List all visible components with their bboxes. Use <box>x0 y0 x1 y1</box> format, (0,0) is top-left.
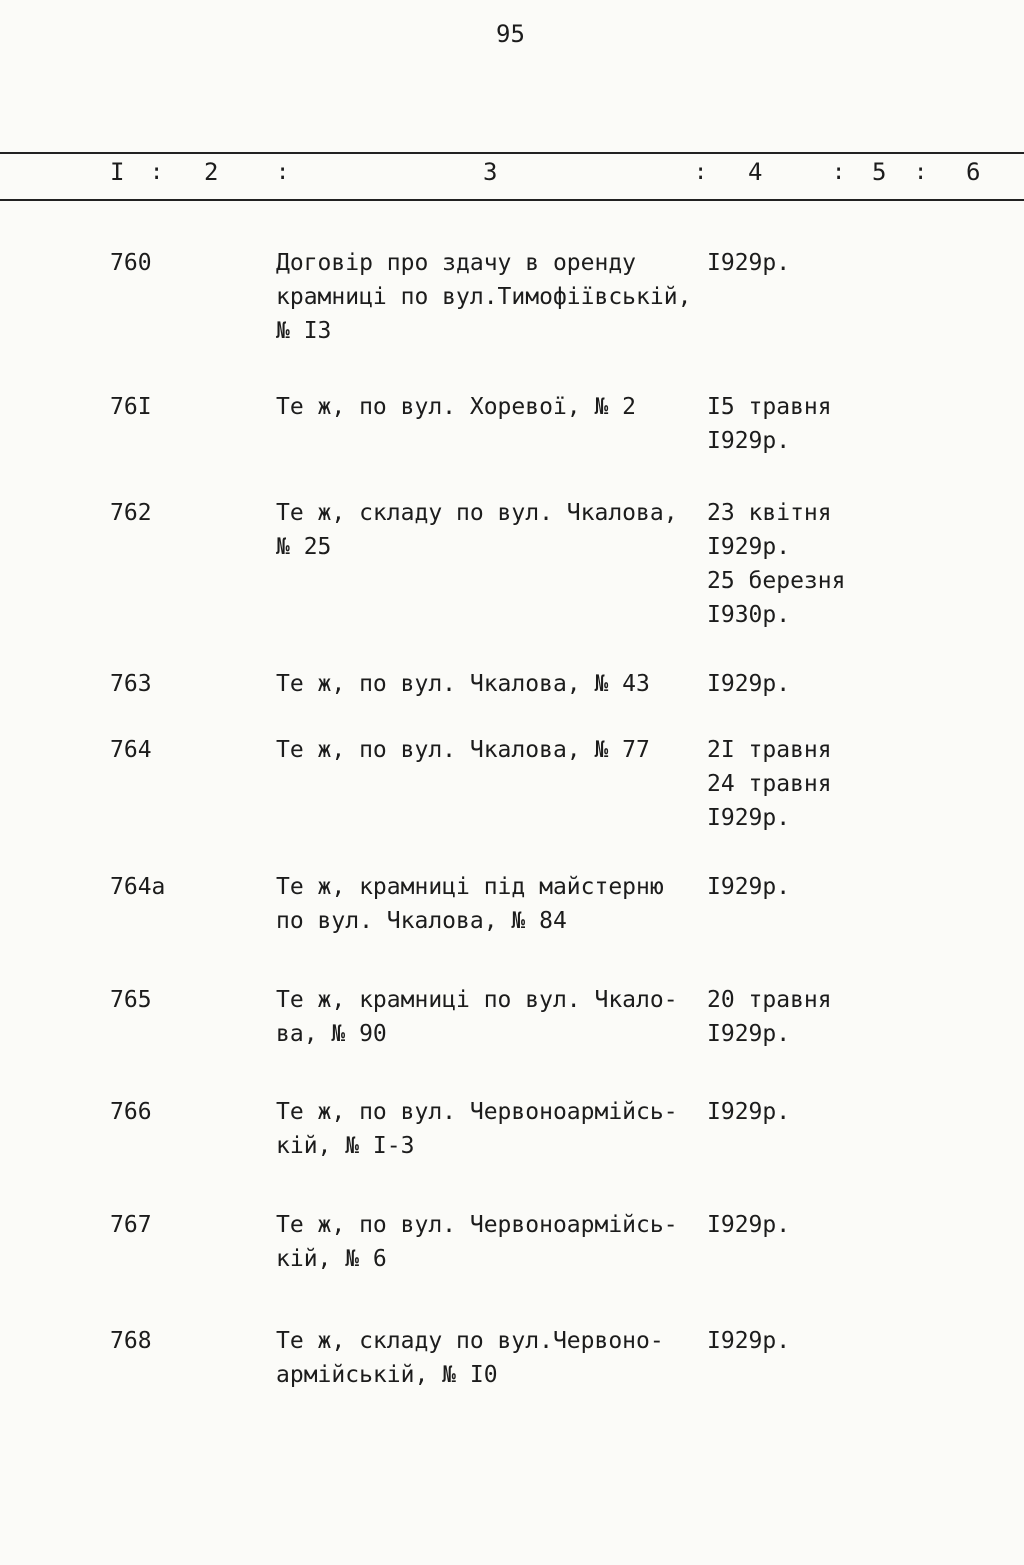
entry-description <box>276 983 678 1051</box>
column-separator: : <box>150 160 164 185</box>
column-header-4: 4 <box>748 158 763 186</box>
description-line: Те ж, крамниці по вул. Чкало- <box>276 987 678 1013</box>
description-line: кій, № I-3 <box>276 1133 415 1159</box>
description-line: кій, № 6 <box>276 1246 387 1272</box>
date-line: I929р. <box>707 671 791 697</box>
description-line: Те ж, складу по вул.Червоно- <box>276 1328 664 1354</box>
column-header-5: 5 <box>872 158 887 186</box>
description-line: крамниці по вул.Тимофіївській, <box>276 284 692 310</box>
entry-description <box>276 1095 678 1163</box>
entry-description <box>276 496 678 564</box>
entry-description <box>276 390 636 424</box>
date-line: I930р. <box>707 602 791 628</box>
entry-date <box>707 733 832 835</box>
date-line: I929р. <box>707 1021 791 1047</box>
column-separator: : <box>914 160 928 185</box>
column-header-6: 6 <box>966 158 981 186</box>
column-header-2: 2 <box>204 158 219 186</box>
description-line: Те ж, по вул. Червоноармійсь- <box>276 1212 678 1238</box>
description-line: Те ж, по вул. Чкалова, № 77 <box>276 737 650 763</box>
entry-number: 76I <box>110 394 152 420</box>
column-separator: : <box>276 160 290 185</box>
date-line: I929р. <box>707 1328 791 1354</box>
entry-number: 760 <box>110 250 152 276</box>
date-line: I5 травня <box>707 394 832 420</box>
entry-date <box>707 246 790 280</box>
date-line: I929р. <box>707 250 791 276</box>
description-line: Те ж, крамниці під майстерню <box>276 874 664 900</box>
date-line: 23 квітня <box>707 500 832 526</box>
entry-date <box>707 496 845 632</box>
description-line: Те ж, по вул. Червоноармійсь- <box>276 1099 678 1125</box>
column-separator: : <box>694 160 708 185</box>
date-line: I929р. <box>707 1099 791 1125</box>
description-line: по вул. Чкалова, № 84 <box>276 908 567 934</box>
date-line: I929р. <box>707 428 791 454</box>
header-bottom-rule <box>0 199 1024 201</box>
entry-date <box>707 870 790 904</box>
entry-description <box>276 733 650 767</box>
entry-number: 765 <box>110 987 152 1013</box>
entry-number: 764а <box>110 874 166 900</box>
date-line: I929р. <box>707 874 791 900</box>
date-line: 20 травня <box>707 987 832 1013</box>
entry-date <box>707 1208 790 1242</box>
entry-number: 762 <box>110 500 152 526</box>
description-line: № I3 <box>276 318 332 344</box>
entry-date <box>707 667 790 701</box>
description-line: Те ж, по вул. Чкалова, № 43 <box>276 671 650 697</box>
column-separator: : <box>832 160 846 185</box>
description-line: ва, № 90 <box>276 1021 387 1047</box>
entry-date <box>707 1095 790 1129</box>
date-line: 24 травня <box>707 771 832 797</box>
entry-date <box>707 983 832 1051</box>
description-line: армійській, № I0 <box>276 1362 498 1388</box>
date-line: I929р. <box>707 1212 791 1238</box>
entry-description <box>276 870 664 938</box>
entry-number: 764 <box>110 737 152 763</box>
entry-number: 767 <box>110 1212 152 1238</box>
entry-date <box>707 1324 790 1358</box>
date-line: 2I травня <box>707 737 832 763</box>
date-line: I929р. <box>707 805 791 831</box>
description-line: Договір про здачу в оренду <box>276 250 637 276</box>
entry-description <box>276 246 691 348</box>
entry-number: 763 <box>110 671 152 697</box>
entry-number: 766 <box>110 1099 152 1125</box>
page-number: 95 <box>496 20 525 48</box>
column-header-1: I <box>110 158 125 186</box>
entry-description <box>276 1324 664 1392</box>
date-line: 25 березня <box>707 568 846 594</box>
header-top-rule <box>0 152 1024 154</box>
entry-description <box>276 667 650 701</box>
description-line: № 25 <box>276 534 332 560</box>
date-line: I929р. <box>707 534 791 560</box>
entry-description <box>276 1208 678 1276</box>
entry-number: 768 <box>110 1328 152 1354</box>
description-line: Те ж, по вул. Хоревої, № 2 <box>276 394 637 420</box>
entry-date <box>707 390 832 458</box>
description-line: Те ж, складу по вул. Чкалова, <box>276 500 678 526</box>
column-header-3: 3 <box>483 158 498 186</box>
